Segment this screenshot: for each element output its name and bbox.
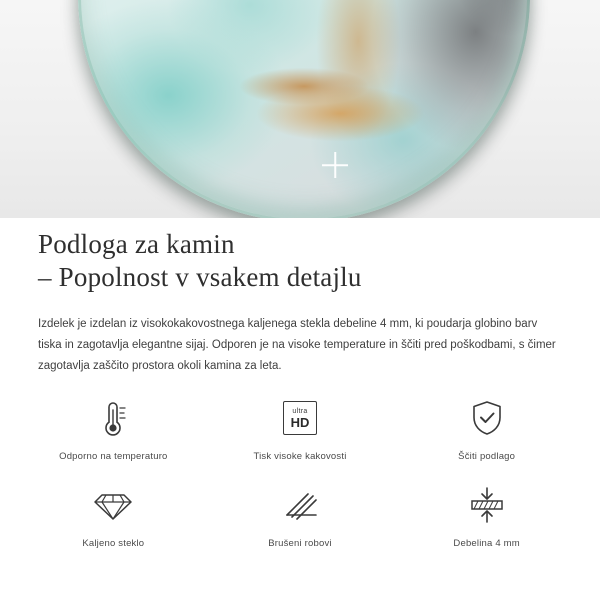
feature-item-temperature [20, 395, 207, 462]
feature-label: Tisk visoke kakovosti [253, 451, 347, 462]
feature-label: Kaljeno steklo [82, 538, 145, 549]
feature-item-polished-edges [207, 482, 394, 549]
feature-item-tempered-glass [20, 482, 207, 549]
ultra-hd-badge-top: ultra [292, 407, 308, 415]
diamond-icon [91, 482, 135, 528]
feature-label: Brušeni robovi [268, 538, 332, 549]
feature-label: Odporno na temperaturo [59, 451, 168, 462]
ultra-hd-badge-bottom: HD [290, 414, 310, 430]
page-title [38, 228, 562, 294]
thermometer-icon [93, 395, 133, 441]
hero-image [0, 0, 600, 218]
feature-label: Ščiti podlago [458, 451, 516, 462]
shield-check-icon [466, 395, 508, 441]
feature-item-surface-protection [393, 395, 580, 462]
polished-edges-icon [278, 482, 322, 528]
feature-list [20, 395, 580, 549]
thickness-icon [465, 482, 509, 528]
ultra-hd-icon [283, 395, 317, 441]
description-paragraph: Izdelek je izdelan iz visokokakovostnega kaljenega stekla debeline 4 mm, ki poudarja globino barv tiska in zagotavlja elegantne sijaj. Odporen je na visoke temperature in ščiti pred poškodbami, s čimer zagotavlja zaščito prostora okoli kamina za leta. [38, 318, 556, 372]
title-line-2: – Popolnost v vsakem detajlu [38, 262, 362, 292]
feature-item-thickness [393, 482, 580, 549]
feature-label: Debelina 4 mm [453, 538, 520, 549]
feature-item-print-quality [207, 395, 394, 462]
title-line-1: Podloga za kamin [38, 229, 235, 259]
description-block [38, 228, 562, 377]
